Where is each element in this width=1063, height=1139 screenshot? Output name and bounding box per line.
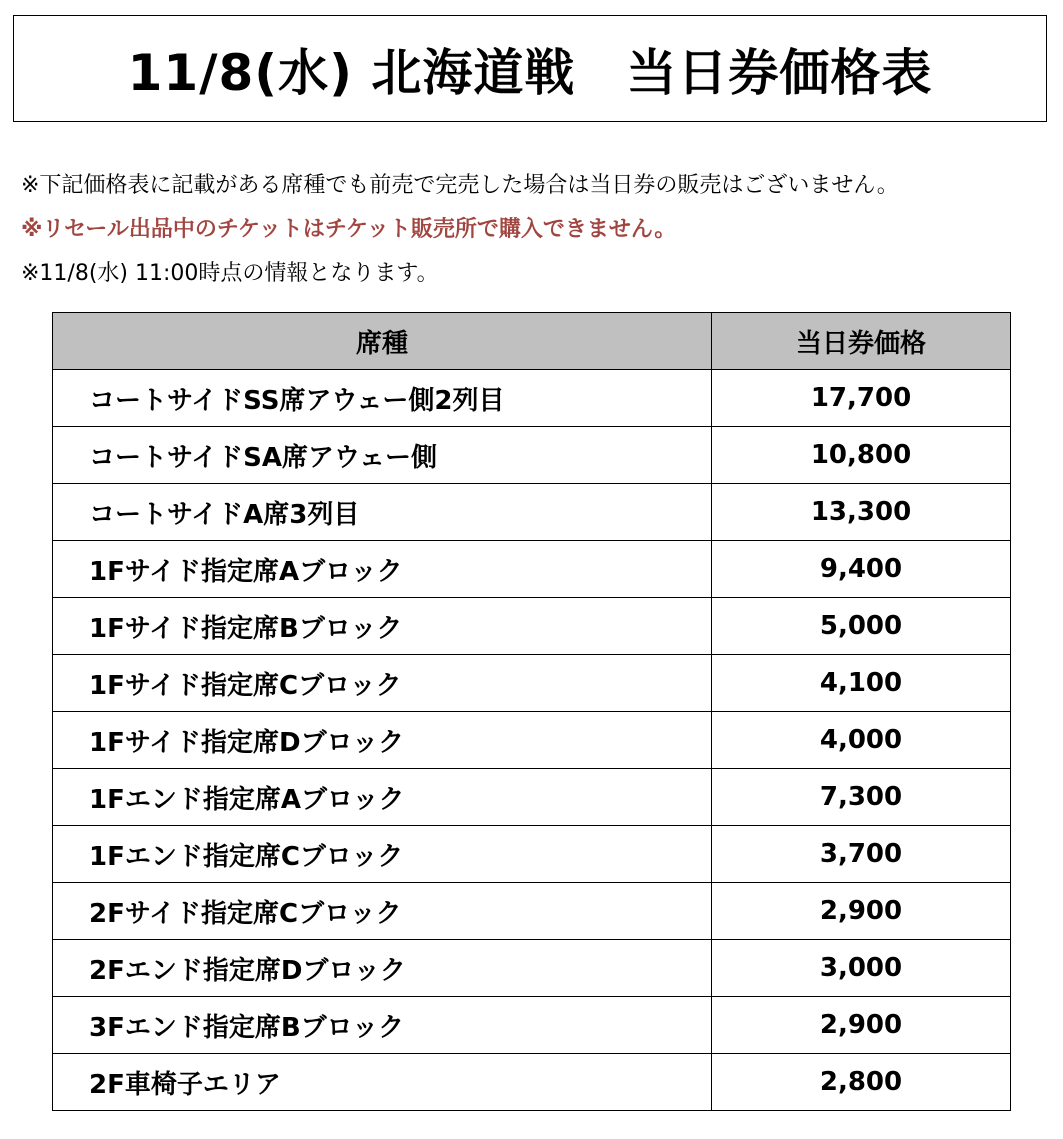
table-row xyxy=(53,541,1011,598)
price-cell: 3,000 xyxy=(712,940,1011,997)
table-row xyxy=(53,769,1011,826)
price-table xyxy=(52,312,1011,1111)
price-cell: 7,300 xyxy=(712,769,1011,826)
table-row xyxy=(53,427,1011,484)
price-cell: 2,900 xyxy=(712,997,1011,1054)
title-box xyxy=(13,15,1047,122)
price-cell: 3,700 xyxy=(712,826,1011,883)
table-row xyxy=(53,883,1011,940)
seat-type-cell: コートサイドSA席アウェー側 xyxy=(53,427,712,484)
price-cell: 13,300 xyxy=(712,484,1011,541)
seat-type-cell: コートサイドSS席アウェー側2列目 xyxy=(53,370,712,427)
seat-type-cell: 1Fサイド指定席Dブロック xyxy=(53,712,712,769)
table-row xyxy=(53,1054,1011,1111)
table-row xyxy=(53,997,1011,1054)
seat-type-cell: 1Fサイド指定席Aブロック xyxy=(53,541,712,598)
seat-type-cell: 2F車椅子エリア xyxy=(53,1054,712,1111)
price-cell: 2,900 xyxy=(712,883,1011,940)
seat-type-cell: コートサイドA席3列目 xyxy=(53,484,712,541)
seat-type-cell: 2Fサイド指定席Cブロック xyxy=(53,883,712,940)
seat-type-cell: 1Fエンド指定席Cブロック xyxy=(53,826,712,883)
price-cell: 17,700 xyxy=(712,370,1011,427)
table-row xyxy=(53,655,1011,712)
header-seat-type: 席種 xyxy=(53,313,712,370)
table-row xyxy=(53,712,1011,769)
header-price: 当日券価格 xyxy=(712,313,1011,370)
price-cell: 9,400 xyxy=(712,541,1011,598)
seat-type-cell: 1Fエンド指定席Aブロック xyxy=(53,769,712,826)
table-row xyxy=(53,940,1011,997)
price-cell: 4,100 xyxy=(712,655,1011,712)
price-cell: 5,000 xyxy=(712,598,1011,655)
price-cell: 10,800 xyxy=(712,427,1011,484)
seat-type-cell: 1Fサイド指定席Cブロック xyxy=(53,655,712,712)
table-row xyxy=(53,826,1011,883)
seat-type-cell: 1Fサイド指定席Bブロック xyxy=(53,598,712,655)
table-row xyxy=(53,370,1011,427)
note-resale-warning: ※リセール出品中のチケットはチケット販売所で購入できません。 xyxy=(21,217,677,242)
table-row xyxy=(53,484,1011,541)
note-info-timestamp: ※11/8(水) 11:00時点の情報となります。 xyxy=(21,261,439,286)
table-row xyxy=(53,598,1011,655)
price-cell: 4,000 xyxy=(712,712,1011,769)
price-cell: 2,800 xyxy=(712,1054,1011,1111)
seat-type-cell: 3Fエンド指定席Bブロック xyxy=(53,997,712,1054)
page-title: 11/8(水) 北海道戦 当日券価格表 xyxy=(127,43,933,102)
note-soldout: ※下記価格表に記載がある席種でも前売で完売した場合は当日券の販売はございません。 xyxy=(21,173,899,198)
notes-section xyxy=(21,168,1051,300)
table-header-row xyxy=(53,313,1011,370)
seat-type-cell: 2Fエンド指定席Dブロック xyxy=(53,940,712,997)
